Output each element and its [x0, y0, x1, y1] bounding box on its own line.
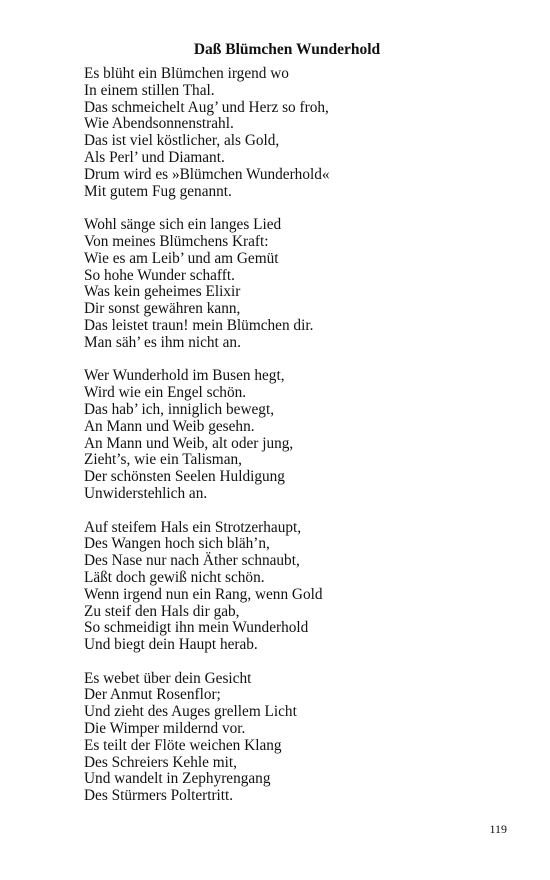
stanza-4 — [84, 520, 504, 654]
page-number: 119 — [489, 822, 507, 836]
poem-line: Das leistet traun! mein Blümchen dir. — [84, 316, 314, 334]
poem-line: Und zieht des Auges grellem Licht — [84, 703, 297, 721]
poem-line: An Mann und Weib gesehn. — [84, 417, 255, 435]
poem-line: Auf steifem Hals ein Strotzerhaupt, — [84, 518, 302, 536]
poem-line: Es webet über dein Gesicht — [84, 669, 252, 687]
poem-line: So schmeidigt ihn mein Wunderhold — [84, 619, 309, 637]
poem-line: Von meines Blümchens Kraft: — [84, 232, 269, 250]
poem-line: Des Wangen hoch sich bläh’n, — [84, 535, 270, 553]
poem-line: Es blüht ein Blümchen irgend wo — [84, 65, 289, 82]
poem-line: Drum wird es »Blümchen Wunderhold« — [84, 165, 330, 183]
poem-line: Unwiderstehlich an. — [84, 484, 208, 502]
poem-line: Dir sonst gewähren kann, — [84, 300, 241, 318]
poem-line: Wird wie ein Engel schön. — [84, 384, 247, 402]
stanza-2 — [84, 217, 504, 351]
poem-line: Und biegt dein Haupt herab. — [84, 636, 258, 654]
poem-line: Läßt doch gewiß nicht schön. — [84, 568, 265, 586]
poem-line: Wie es am Leib’ und am Gemüt — [84, 249, 279, 267]
poem-line: Mit gutem Fug genannt. — [84, 182, 232, 200]
poem-line: In einem stillen Thal. — [84, 81, 215, 99]
poem-line: Des Schreiers Kehle mit, — [84, 753, 237, 771]
poem-line: An Mann und Weib, alt oder jung, — [84, 434, 294, 452]
poem-line: Zu steif den Hals dir gab, — [84, 602, 240, 620]
poem-line: Und wandelt in Zephyrengang — [84, 770, 271, 788]
poem-line: Wohl sänge sich ein langes Lied — [84, 216, 282, 234]
poem-line: Als Perl’ und Diamant. — [84, 148, 225, 166]
poem-line: Das hab’ ich, inniglich bewegt, — [84, 400, 275, 418]
poem-line: Des Nase nur nach Äther schnaubt, — [84, 552, 300, 570]
poem-line: Das schmeichelt Aug’ und Herz so froh, — [84, 98, 329, 116]
poem-line: Wie Abendsonnenstrahl. — [84, 115, 234, 133]
poem-line: Wenn irgend nun ein Rang, wenn Gold — [84, 585, 323, 603]
stanza-1 — [84, 66, 504, 200]
poem-line: So hohe Wunder schafft. — [84, 266, 235, 284]
poem-line: Des Stürmers Poltertritt. — [84, 787, 234, 805]
poem-line: Wer Wunderhold im Busen hegt, — [84, 367, 285, 385]
poem-line: Das ist viel köstlicher, als Gold, — [84, 132, 280, 150]
poem-line: Man säh’ es ihm nicht an. — [84, 333, 241, 351]
poem-line: Zieht’s, wie ein Talisman, — [84, 451, 242, 469]
poem-title: Daß Blümchen Wunderhold — [193, 41, 381, 58]
poem-line: Was kein geheimes Elixir — [84, 283, 241, 301]
poem-line: Die Wimper mildernd vor. — [84, 720, 246, 738]
stanza-5 — [84, 671, 504, 805]
poem-body — [84, 66, 504, 822]
poem-line: Der Anmut Rosenflor; — [84, 686, 221, 704]
poem-line: Der schönsten Seelen Huldigung — [84, 468, 285, 486]
stanza-3 — [84, 368, 504, 502]
poem-line: Es teilt der Flöte weichen Klang — [84, 736, 282, 754]
